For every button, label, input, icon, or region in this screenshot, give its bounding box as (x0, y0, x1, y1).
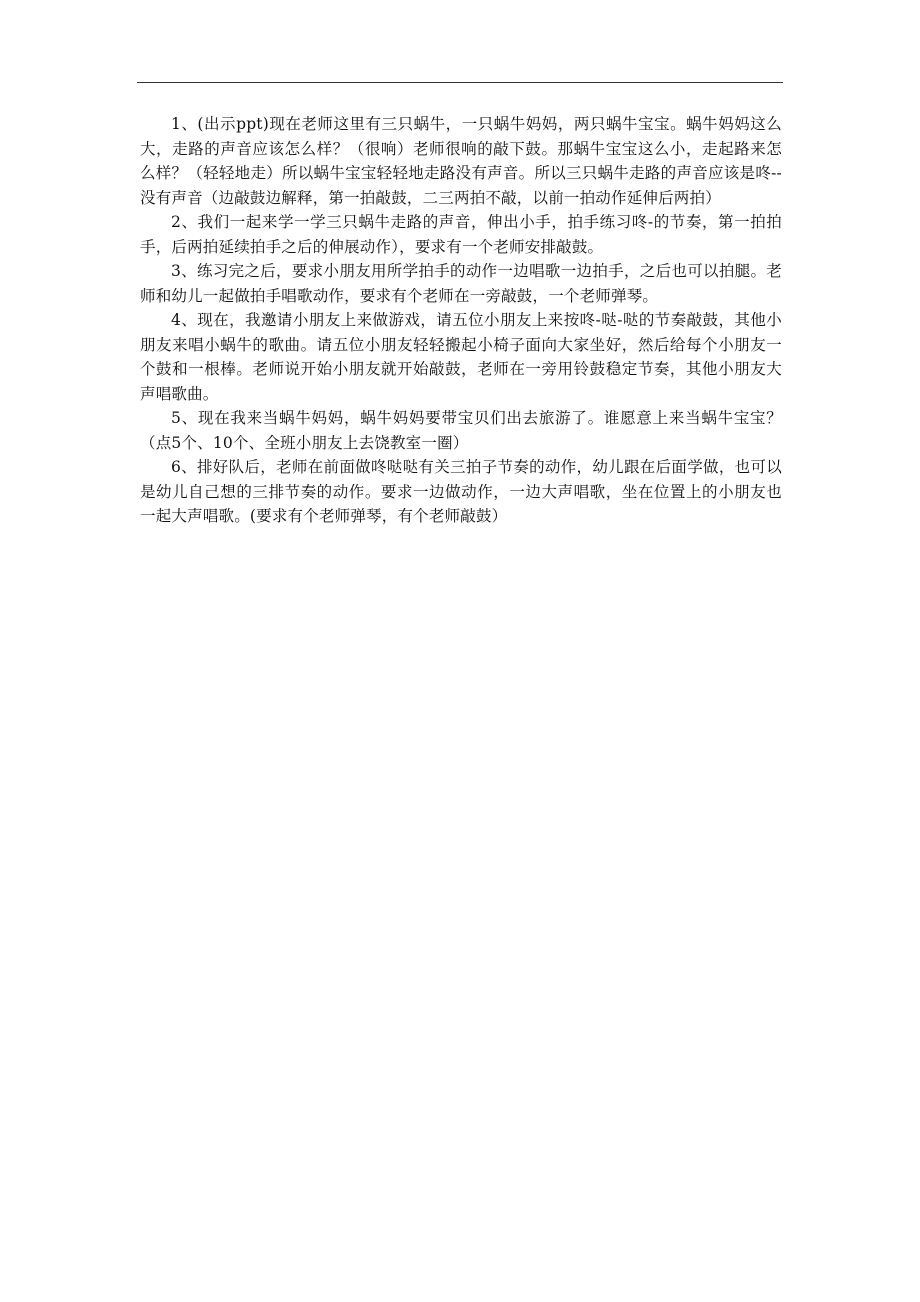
paragraph-2: 2、我们一起来学一学三只蜗牛走路的声音，伸出小手，拍手练习咚-的节奏，第一拍拍手，后两拍延续拍手之后的伸展动作），要求有一个老师安排敲鼓。 (140, 213, 782, 256)
paragraph-3: 3、练习完之后，要求小朋友用所学拍手的动作一边唱歌一边拍手，之后也可以拍腿。老师和幼儿一起做拍手唱歌动作，要求有个老师在一旁敲鼓，一个老师弹琴。 (140, 262, 782, 305)
paragraph-4: 4、现在，我邀请小朋友上来做游戏，请五位小朋友上来按咚-哒-哒的节奏敲鼓，其他小朋友来唱小蜗牛的歌曲。请五位小朋友轻轻搬起小椅子面向大家坐好，然后给每个小朋友一个鼓和一根棒。老师说开始小朋友就开始敲鼓，老师在一旁用铃鼓稳定节奏，其他小朋友大声唱歌曲。 (140, 311, 782, 403)
paragraph-1: 1、(出示ppt)现在老师这里有三只蜗牛，一只蜗牛妈妈，两只蜗牛宝宝。蜗牛妈妈这么大，走路的声音应该怎么样？（很响）老师很响的敲下鼓。那蜗牛宝宝这么小，走起路来怎么样？（轻轻地走）所以蜗牛宝宝轻轻地走路没有声音。所以三只蜗牛走路的声音应该是咚--没有声音（边敲鼓边解释，第一拍敲鼓，二三两拍不敲，以前一拍动作延伸后两拍） (140, 115, 782, 207)
header-rule (137, 82, 783, 83)
document-body (140, 112, 782, 529)
paragraph-5: 5、现在我来当蜗牛妈妈，蜗牛妈妈要带宝贝们出去旅游了。谁愿意上来当蜗牛宝宝？（点5个、10个、全班小朋友上去饶教室一圈） (140, 409, 782, 452)
paragraph-6: 6、排好队后，老师在前面做咚哒哒有关三拍子节奏的动作，幼儿跟在后面学做，也可以是幼儿自己想的三排节奏的动作。要求一边做动作，一边大声唱歌，坐在位置上的小朋友也一起大声唱歌。(要求有个老师弹琴，有个老师敲鼓） (140, 458, 782, 525)
